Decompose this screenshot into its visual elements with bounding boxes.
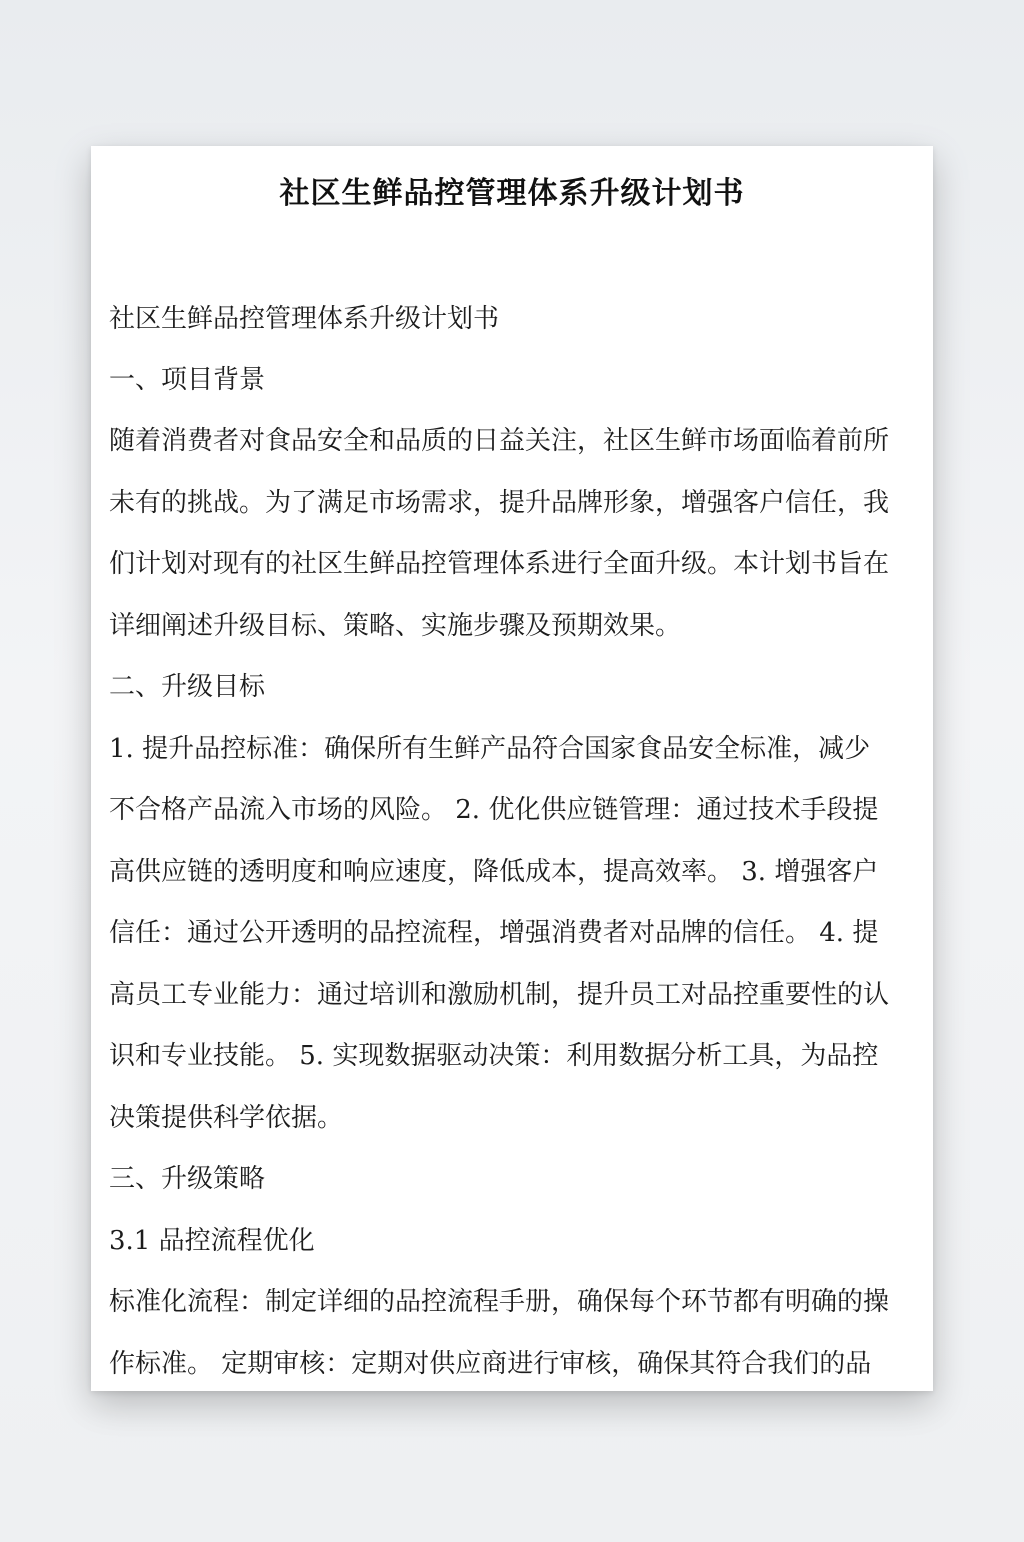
subsection-heading: 3.1 品控流程优化 xyxy=(109,1226,315,1256)
body-line-doc-name: 社区生鲜品控管理体系升级计划书 xyxy=(109,304,500,334)
paragraph-line: 高员工专业能力：通过培训和激励机制，提升员工对品控重要性的认 xyxy=(109,980,890,1010)
paragraph-line: 高供应链的透明度和响应速度，降低成本，提高效率。 3. 增强客户 xyxy=(109,857,879,887)
paragraph-line: 识和专业技能。 5. 实现数据驱动决策：利用数据分析工具，为品控 xyxy=(109,1041,879,1071)
paragraph-line: 详细阐述升级目标、策略、实施步骤及预期效果。 xyxy=(109,611,682,641)
paragraph-line: 未有的挑战。为了满足市场需求，提升品牌形象，增强客户信任，我 xyxy=(109,488,890,518)
section-heading-background: 一、项目背景 xyxy=(109,365,266,395)
document-page xyxy=(91,146,933,1391)
paragraph-line: 决策提供科学依据。 xyxy=(109,1103,344,1133)
paragraph-line: 随着消费者对食品安全和品质的日益关注，社区生鲜市场面临着前所 xyxy=(109,426,890,456)
paragraph-line: 1. 提升品控标准：确保所有生鲜产品符合国家食品安全标准，减少 xyxy=(109,734,871,764)
paragraph-line: 不合格产品流入市场的风险。 2. 优化供应链管理：通过技术手段提 xyxy=(109,795,879,825)
section-heading-strategy: 三、升级策略 xyxy=(109,1164,266,1194)
paragraph-line: 作标准。 定期审核：定期对供应商进行审核，确保其符合我们的品 xyxy=(109,1349,872,1379)
paragraph-line: 标准化流程：制定详细的品控流程手册，确保每个环节都有明确的操 xyxy=(109,1287,890,1317)
document-title: 社区生鲜品控管理体系升级计划书 xyxy=(279,176,745,211)
paragraph-line: 信任：通过公开透明的品控流程，增强消费者对品牌的信任。 4. 提 xyxy=(109,918,879,948)
paragraph-line: 们计划对现有的社区生鲜品控管理体系进行全面升级。本计划书旨在 xyxy=(109,549,890,579)
section-heading-goals: 二、升级目标 xyxy=(109,672,266,702)
